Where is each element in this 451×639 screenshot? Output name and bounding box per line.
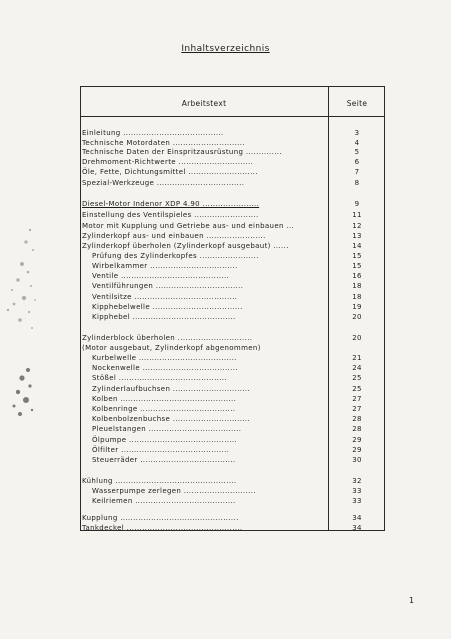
toc-entry [82, 343, 383, 353]
toc-entry-page: 8 [354, 179, 360, 187]
toc-entry-label: Prüfung des Zylinderkopfes ....................... [92, 252, 259, 260]
toc-entry-label: Motor mit Kupplung und Getriebe aus- und einbauen ... [82, 222, 295, 230]
toc-entry-label: Kolbenbolzenbuchse .............................. [92, 415, 250, 423]
toc-entry-label: Wasserpumpe zerlegen ............................ [92, 487, 256, 495]
toc-entry-page: 32 [352, 477, 362, 485]
toc-entry [82, 353, 383, 363]
toc-entry-label: Diesel-Motor Indenor XDP 4.90 ...................... [82, 200, 260, 208]
toc-entry-label: Zylinderlaufbuchsen .............................. [92, 385, 251, 393]
toc-entry-page: 11 [352, 211, 362, 219]
toc-entry-page: 27 [352, 395, 362, 403]
toc-entry-page: 30 [352, 456, 362, 464]
toc-entry-label: Zylinderblock überholen ............................. [82, 334, 253, 342]
toc-entry-page: 27 [352, 405, 362, 413]
toc-entry [82, 199, 383, 209]
scan-artifact-speckle [0, 360, 38, 420]
toc-entry-label: Kurbelwelle ...................................... [92, 354, 237, 362]
toc-entry [82, 523, 383, 533]
toc-entry [82, 261, 383, 271]
toc-entry [82, 455, 383, 465]
toc-entry-page: 5 [354, 148, 360, 156]
toc-entry-page: 34 [352, 524, 362, 532]
toc-entry [82, 157, 383, 167]
toc-entry-page: 33 [352, 497, 362, 505]
toc-entry [82, 312, 383, 322]
toc-entry [82, 302, 383, 312]
toc-entry-page: 29 [352, 436, 362, 444]
column-header-page: Seite [346, 99, 368, 108]
toc-entry [82, 333, 383, 343]
header-divider [80, 116, 385, 117]
toc-entry-page: 15 [352, 262, 362, 270]
toc-entry-label: Öle, Fette, Dichtungsmittel ........................... [82, 168, 258, 176]
toc-entry-page: 6 [354, 158, 360, 166]
toc-entry [82, 363, 383, 373]
toc-entry-page: 21 [352, 354, 362, 362]
toc-entry-label: Spezial-Werkzeuge .................................. [82, 179, 245, 187]
toc-entry-label: (Motor ausgebaut, Zylinderkopf abgenommen) [82, 344, 261, 352]
toc-entry-label: Drehmoment-Richtwerte ............................. [82, 158, 254, 166]
toc-entry [82, 128, 383, 138]
toc-entry [82, 496, 383, 506]
page-title: Inhaltsverzeichnis [181, 44, 270, 54]
toc-entry-label: Tankdeckel ............................................. [82, 524, 243, 532]
toc-entry-page: 15 [352, 252, 362, 260]
toc-entry-label: Kipphebel ........................................ [92, 313, 236, 321]
toc-entry [82, 445, 383, 455]
toc-entry-page: 7 [354, 168, 360, 176]
toc-entry-page: 18 [352, 282, 362, 290]
toc-entry-page: 14 [352, 242, 362, 250]
toc-entry-page: 25 [352, 374, 362, 382]
toc-entry-page: 4 [354, 139, 360, 147]
toc-entry-page: 28 [352, 425, 362, 433]
toc-entry-label: Nockenwelle ..................................... [92, 364, 238, 372]
toc-entry-label: Zylinderkopf überholen (Zylinderkopf ausgebaut) ...... [82, 242, 289, 250]
toc-entry [82, 271, 383, 281]
toc-entry-page: 13 [352, 232, 362, 240]
toc-entry [82, 231, 383, 241]
toc-entry [82, 167, 383, 177]
toc-entry [82, 241, 383, 251]
toc-entry [82, 424, 383, 434]
toc-entry [82, 373, 383, 383]
toc-entry-label: Ventilsitze ........................................ [92, 293, 238, 301]
toc-entry-label: Kipphebelwelle ................................... [92, 303, 243, 311]
toc-entry [82, 221, 383, 231]
toc-entry [82, 281, 383, 291]
toc-entry-label: Kühlung ............................................... [82, 477, 237, 485]
toc-entry-label: Ölfilter .......................................... [92, 446, 230, 454]
toc-entry-label: Ventilführungen .................................. [92, 282, 244, 290]
toc-entry-page: 28 [352, 415, 362, 423]
toc-entry [82, 486, 383, 496]
toc-entry-label: Kupplung .............................................. [82, 514, 239, 522]
toc-entry-label: Steuerräder ..................................... [92, 456, 236, 464]
toc-entry-label: Wirbelkammer .................................. [92, 262, 238, 270]
toc-entry-label: Pleuelstangen .................................... [92, 425, 242, 433]
toc-entry [82, 476, 383, 486]
toc-entry [82, 147, 383, 157]
toc-entry-label: Keilriemen ....................................... [92, 497, 236, 505]
toc-entry-page: 20 [352, 313, 362, 321]
toc-entry-page: 18 [352, 293, 362, 301]
toc-entry [82, 210, 383, 220]
toc-entry-page: 19 [352, 303, 362, 311]
toc-entry-page: 3 [354, 129, 360, 137]
toc-entry-label: Einstellung des Ventilspieles ......................... [82, 211, 259, 219]
toc-entry-label: Kolbenringe ..................................... [92, 405, 236, 413]
toc-entry [82, 404, 383, 414]
toc-entry-page: 16 [352, 272, 362, 280]
toc-entry [82, 435, 383, 445]
column-header-text: Arbeitstext [181, 99, 227, 108]
toc-entry [82, 384, 383, 394]
toc-entry [82, 414, 383, 424]
toc-entry-label: Ventile .......................................... [92, 272, 230, 280]
toc-entry [82, 394, 383, 404]
toc-entry-page: 25 [352, 385, 362, 393]
toc-entry-label: Technische Motordaten ............................ [82, 139, 245, 147]
toc-entry [82, 251, 383, 261]
toc-entry-page: 33 [352, 487, 362, 495]
toc-entry-label: Zylinderkopf aus- und einbauen ....................... [82, 232, 266, 240]
toc-entry-page: 9 [354, 200, 360, 208]
toc-entry-label: Technische Daten der Einspritzausrüstung .............. [82, 148, 282, 156]
toc-entry [82, 513, 383, 523]
toc-entry-page: 29 [352, 446, 362, 454]
toc-entry [82, 292, 383, 302]
toc-entry-page: 12 [352, 222, 362, 230]
toc-entry-label: Einleitung ....................................... [82, 129, 224, 137]
toc-entry [82, 178, 383, 188]
toc-entry-page: 20 [352, 334, 362, 342]
toc-entry-label: Kolben ............................................. [92, 395, 237, 403]
toc-entry-page: 24 [352, 364, 362, 372]
scan-artifact-speckle [0, 220, 38, 340]
toc-entry-label: Stößel .......................................... [92, 374, 227, 382]
page-number: 1 [409, 596, 415, 605]
toc-entry-label: Ölpumpe .......................................... [92, 436, 238, 444]
toc-entry-page: 34 [352, 514, 362, 522]
